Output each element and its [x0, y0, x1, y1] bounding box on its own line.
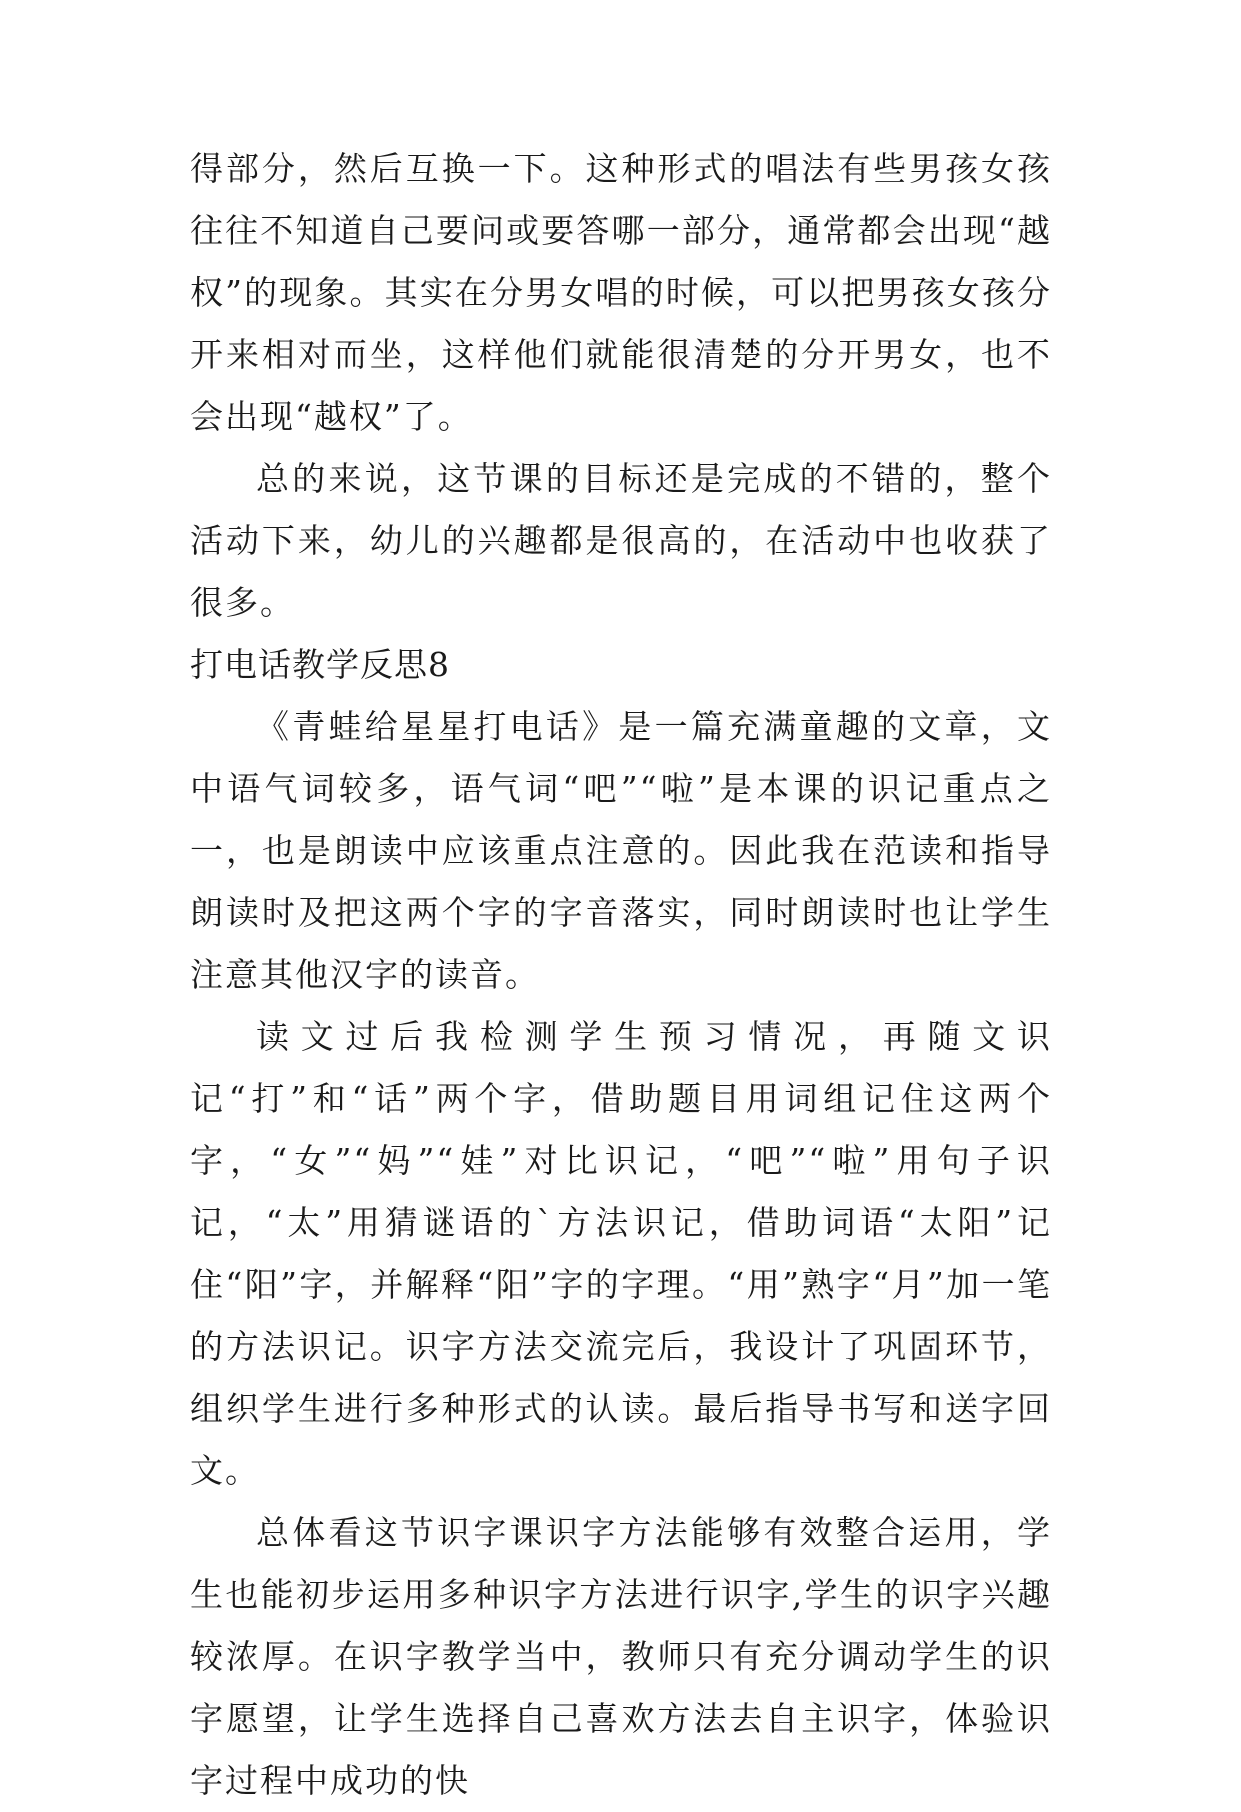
paragraph-summary: 总的来说，这节课的目标还是完成的不错的，整个活动下来，幼儿的兴趣都是很高的，在活动中也收获了很多。 [190, 459, 1052, 622]
paragraph-conclusion: 总体看这节识字课识字方法能够有效整合运用，学生也能初步运用多种识字方法进行识字,学生的识字兴趣较浓厚。在识字教学当中，教师只有充分调动学生的识字愿望，让学生选择自己喜欢方法去自主识字，体验识字过程中成功的快 [190, 1513, 1052, 1800]
paragraph-continuation: 得部分，然后互换一下。这种形式的唱法有些男孩女孩往往不知道自己要问或要答哪一部分，通常都会出现“越权”的现象。其实在分男女唱的时候，可以把男孩女孩分开来相对而坐，这样他们就能很清楚的分开男女，也不会出现“越权”了。 [190, 149, 1052, 436]
paragraph-intro: 《青蛙给星星打电话》是一篇充满童趣的文章，文中语气词较多，语气词“吧”“啦”是本课的识记重点之一，也是朗读中应该重点注意的。因此我在范读和指导朗读时及把这两个字的字音落实，同时朗读时也让学生注意其他汉字的读音。 [190, 707, 1052, 994]
section-heading: 打电话教学反思8 [190, 645, 450, 684]
paragraph-methods: 读文过后我检测学生预习情况，再随文识记“打”和“话”两个字，借助题目用词组记住这两个字，“女”“妈”“娃”对比识记，“吧”“啦”用句子识记，“太”用猜谜语的`方法识记，借助词语“太阳”记住“阳”字，并解释“阳”字的字理。“用”熟字“月”加一笔的方法识记。识字方法交流完后，我设计了巩固环节，组织学生进行多种形式的认读。最后指导书写和送字回文。 [190, 1017, 1052, 1490]
document-body [190, 138, 1052, 1812]
